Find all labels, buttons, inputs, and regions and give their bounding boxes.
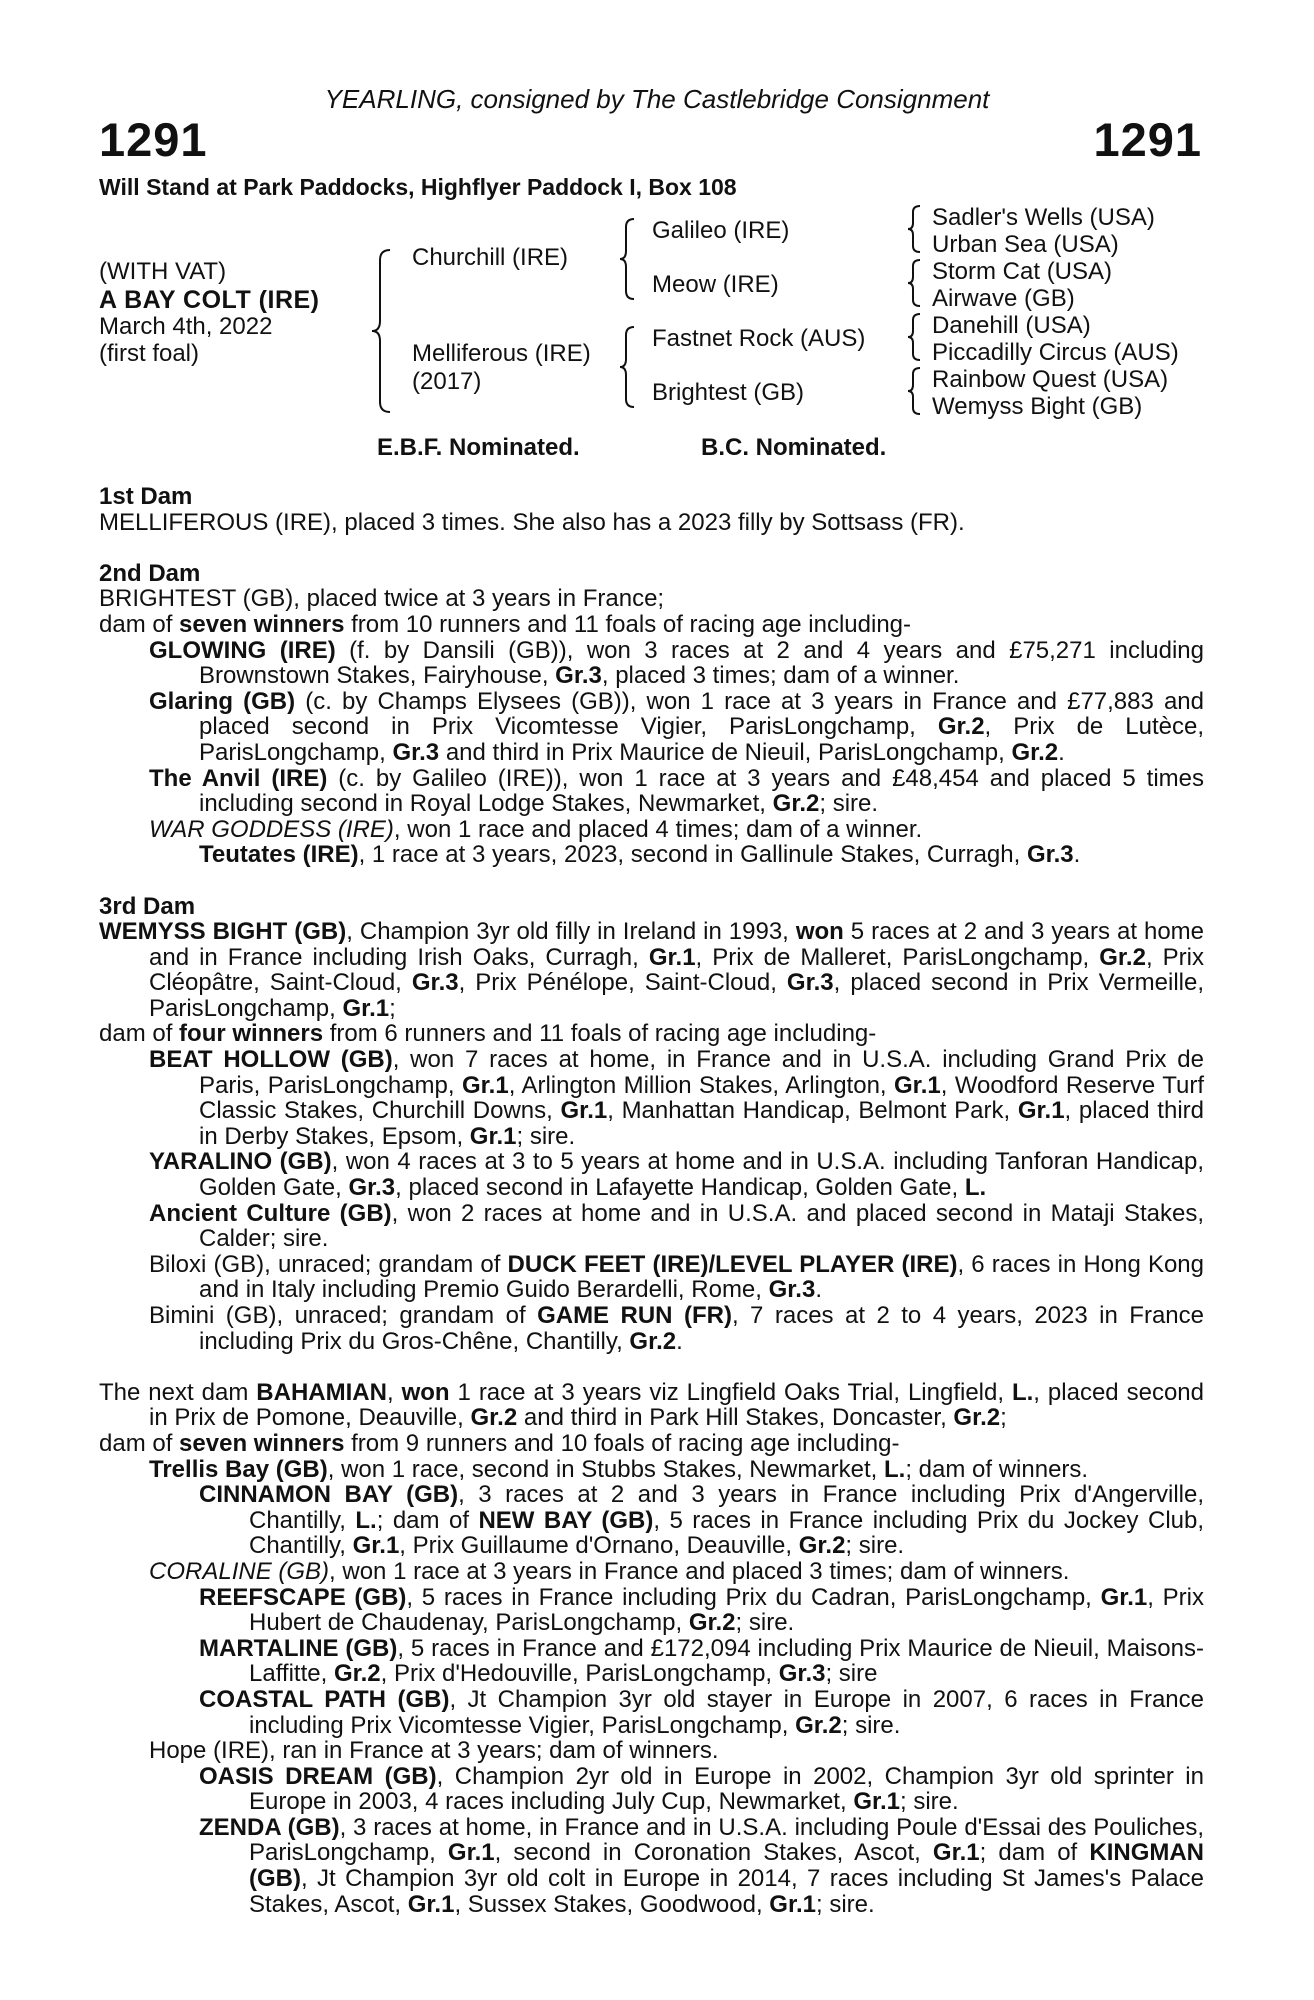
- sire-sire: Galileo (IRE): [652, 217, 790, 244]
- stand-location: Will Stand at Park Paddocks, Highflyer Paddock I, Box 108: [99, 174, 737, 200]
- g-ddd: Wemyss Bight (GB): [932, 393, 1143, 420]
- consignment-line: YEARLING, consigned by The Castlebridge Consignment: [324, 84, 990, 114]
- produce-the-anvil: The Anvil (IRE) (c. by Galileo (IRE)), won 1 race at 3 years and £48,454 and placed 5 times including second in Royal Lodge Stakes, Newmarket, Gr.2; sire.: [149, 764, 1205, 818]
- g-sdd: Airwave (GB): [932, 285, 1075, 312]
- sire-name: Churchill (IRE): [412, 244, 569, 271]
- produce-teutates: Teutates (IRE), 1 race at 3 years, 2023, second in Gallinule Stakes, Curragh, Gr.3.: [199, 841, 1081, 869]
- dam-sire: Fastnet Rock (AUS): [652, 325, 866, 352]
- catalogue-body: [99, 484, 1204, 1917]
- produce-biloxi: Biloxi (GB), unraced; grandam of DUCK FEET (IRE)/LEVEL PLAYER (IRE), 6 races in Hong Kong and in Italy including Premio Guido Berardelli, Rome, Gr.3.: [149, 1250, 1205, 1304]
- first-dam-heading: 1st Dam: [99, 483, 193, 510]
- produce-bimini: Bimini (GB), unraced; grandam of GAME RUN (FR), 7 races at 2 to 4 years, 2023 in France including Prix du Gros-Chêne, Chantilly, Gr.2.: [149, 1302, 1204, 1355]
- bc-nominated: B.C. Nominated.: [701, 434, 887, 461]
- produce-oasis-dream: OASIS DREAM (GB), Champion 2yr old in Europe in 2002, Champion 3yr old sprinter in Europe in 2003, 4 races including July Cup, Newmarket, Gr.1; sire.: [199, 1762, 1204, 1816]
- third-dam-heading: 3rd Dam: [99, 892, 196, 920]
- g-dds: Rainbow Quest (USA): [932, 366, 1169, 393]
- brace-dd: [906, 366, 922, 416]
- dam-year: (2017): [412, 368, 482, 395]
- produce-glaring: Glaring (GB) (c. by Champs Elysees (GB)), won 1 race at 3 years in France and £77,883 and placed second in Prix Vicomtesse Vigier, ParisLongchamp, Gr.2, Prix de Lutèce, ParisLongchamp, Gr.3 and third in Prix Maurice de Nieuil, ParisLongchamp, Gr.2.: [149, 687, 1205, 766]
- pedigree-brace-sire: [618, 217, 636, 301]
- ebf-nominated: E.B.F. Nominated.: [377, 434, 580, 461]
- third-dam-produce-intro: dam of four winners from 6 runners and 11 foals of racing age including-: [99, 1020, 877, 1048]
- produce-glowing: GLOWING (IRE) (f. by Dansili (GB)), won 3 races at 2 and 4 years and £75,271 including Brownstown Stakes, Fairyhouse, Gr.3, placed 3 times; dam of a winner.: [149, 636, 1204, 690]
- g-sss: Sadler's Wells (USA): [932, 204, 1155, 231]
- lot-number-right: 1291: [1093, 113, 1202, 166]
- g-ssd: Urban Sea (USA): [932, 231, 1119, 258]
- produce-beat-hollow: BEAT HOLLOW (GB), won 7 races at home, in France and in U.S.A. including Grand Prix de Paris, ParisLongchamp, Gr.1, Arlington Million Stakes, Arlington, Gr.1, Woodford Reserve Turf Classic Stakes, Churchill Downs, Gr.1, Manhattan Handicap, Belmont Park, Gr.1, placed third in Derby Stakes, Epsom, Gr.1; sire.: [149, 1046, 1204, 1150]
- produce-coastal-path: COASTAL PATH (GB), Jt Champion 3yr old stayer in Europe in 2007, 6 races in France including Prix Vicomtesse Vigier, ParisLongchamp, Gr.2; sire.: [199, 1685, 1204, 1739]
- first-dam-text: MELLIFEROUS (IRE), placed 3 times. She also has a 2023 filly by Sottsass (FR).: [99, 508, 965, 536]
- brace-ss: [906, 204, 922, 254]
- produce-yaralino: YARALINO (GB), won 4 races at 3 to 5 years at home and in U.S.A. including Tanforan Handicap, Golden Gate, Gr.3, placed second in Lafayette Handicap, Golden Gate, L.: [149, 1148, 1204, 1202]
- next-dam-produce-intro: dam of seven winners from 9 runners and 10 foals of racing age including-: [99, 1429, 900, 1457]
- produce-trellis-bay: Trellis Bay (GB), won 1 race, second in Stubbs Stakes, Newmarket, L.; dam of winners.: [149, 1455, 1089, 1483]
- brace-ds: [906, 312, 922, 362]
- g-dss: Danehill (USA): [932, 312, 1091, 339]
- lot-number-left: 1291: [99, 113, 208, 166]
- second-dam-produce-intro: dam of seven winners from 10 runners and 11 foals of racing age including-: [99, 610, 912, 638]
- brace-sd: [906, 258, 922, 308]
- produce-zenda: ZENDA (GB), 3 races at home, in France and in U.S.A. including Poule d'Essai des Pouliches, ParisLongchamp, Gr.1, second in Coronation Stakes, Ascot, Gr.1; dam of KINGMAN (GB), Jt Champion 3yr old colt in Europe in 2014, 7 races including St James's Palace Stakes, Ascot, Gr.1, Sussex Stakes, Goodwood, Gr.1; sire.: [199, 1813, 1205, 1918]
- horse-dob: March 4th, 2022: [99, 313, 273, 340]
- second-dam-heading: 2nd Dam: [99, 559, 201, 587]
- dam-name: Melliferous (IRE): [412, 340, 591, 367]
- produce-hope: Hope (IRE), ran in France at 3 years; dam of winners.: [149, 1737, 719, 1765]
- produce-war-goddess: WAR GODDESS (IRE), won 1 race and placed 4 times; dam of a winner.: [149, 815, 923, 843]
- g-sds: Storm Cat (USA): [932, 258, 1113, 285]
- first-foal-note: (first foal): [99, 340, 200, 367]
- vat-note: (WITH VAT): [99, 258, 227, 285]
- produce-reefscape: REEFSCAPE (GB), 5 races in France including Prix du Cadran, ParisLongchamp, Gr.1, Prix Hubert de Chaudenay, ParisLongchamp, Gr.2; sire.: [199, 1583, 1204, 1637]
- second-dam-text: BRIGHTEST (GB), placed twice at 3 years in France;: [99, 585, 665, 613]
- third-dam-text: WEMYSS BIGHT (GB), Champion 3yr old filly in Ireland in 1993, won 5 races at 2 and 3 years at home and in France including Irish Oaks, Curragh, Gr.1, Prix de Malleret, ParisLongchamp, Gr.2, Prix Cléopâtre, Saint-Cloud, Gr.3, Prix Pénélope, Saint-Cloud, Gr.3, placed second in Prix Vermeille, ParisLongchamp, Gr.1;: [99, 918, 1205, 1022]
- horse-name: A BAY COLT (IRE): [99, 286, 320, 314]
- produce-coraline: CORALINE (GB), won 1 race at 3 years in France and placed 3 times; dam of winners.: [149, 1557, 1070, 1585]
- produce-martaline: MARTALINE (GB), 5 races in France and £172,094 including Prix Maurice de Nieuil, Maisons-Laffitte, Gr.2, Prix d'Hedouville, ParisLongchamp, Gr.3; sire: [199, 1634, 1204, 1688]
- pedigree-brace-main: [370, 248, 394, 414]
- g-dsd: Piccadilly Circus (AUS): [932, 339, 1179, 366]
- dam-dam: Brightest (GB): [652, 379, 805, 406]
- next-dam-text: The next dam BAHAMIAN, won 1 race at 3 years viz Lingfield Oaks Trial, Lingfield, L., placed second in Prix de Pomone, Deauville, Gr.2 and third in Park Hill Stakes, Doncaster, Gr.2;: [99, 1378, 1204, 1432]
- pedigree-brace-dam: [618, 325, 636, 409]
- sire-dam: Meow (IRE): [652, 271, 779, 298]
- produce-ancient-culture: Ancient Culture (GB), won 2 races at home and in U.S.A. and placed second in Mataji Stakes, Calder; sire.: [149, 1199, 1204, 1253]
- produce-cinnamon-bay: CINNAMON BAY (GB), 3 races at 2 and 3 years in France including Prix d'Angerville, Chantilly, L.; dam of NEW BAY (GB), 5 races in France including Prix du Jockey Club, Chantilly, Gr.1, Prix Guillaume d'Ornano, Deauville, Gr.2; sire.: [199, 1481, 1205, 1560]
